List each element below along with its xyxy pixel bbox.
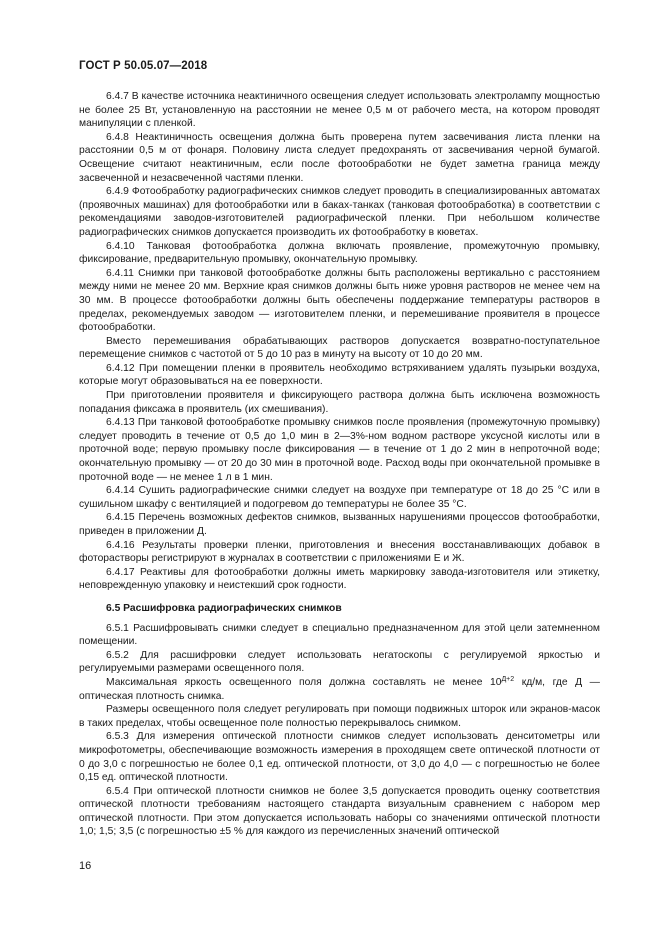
document-body bbox=[79, 90, 600, 839]
paragraph-6-4-13: 6.4.13 При танковой фотообработке промывку снимков после проявления (промежуточную промывку) следует проводить в течение от 0,5 до 1,0 мин в 2—3%-ном водном растворе уксусной кислоты или в проточной воде; первую промывку после фиксирования — в течение от 1 до 2 мин в непроточной воде; окончательную промывку — от 20 до 30 мин в проточной воде. Расход воды при окончательной промывке в проточной воде — не менее 1 л в 1 мин. bbox=[79, 417, 600, 483]
paragraph-6-4-14: 6.4.14 Сушить радиографические снимки следует на воздухе при температуре от 18 до 25 °С или в сушильном шкафу с вентиляцией и подогревом до температуры не более 35 °С. bbox=[79, 485, 600, 510]
brightness-text-end: кд/м, где Д — оптическая плотность снимка. bbox=[79, 676, 600, 702]
paragraph-6-4-7: 6.4.7 В качестве источника неактиничного освещения следует использовать электролампу мощностью не более 25 Вт, установленную на расстоянии не менее 0,5 м от рабочего места, на котором проводят манипуляции с пленкой. bbox=[79, 91, 600, 130]
paragraph-brightness bbox=[79, 676, 600, 703]
brightness-text: Максимальная яркость освещенного поля должна составлять не менее 10 bbox=[106, 676, 502, 688]
section-heading-6-5: 6.5 Расшифровка радиографических снимков bbox=[106, 602, 342, 614]
paragraph-6-4-15: 6.4.15 Перечень возможных дефектов снимков, вызванных нарушениями процессов фотообработки, приведен в приложении Д. bbox=[79, 512, 600, 537]
paragraph-6-4-11-mixing: Вместо перемешивания обрабатывающих растворов допускается возвратно-поступательное перемещение снимков с частотой от 5 до 10 раз в минуту на высоту от 10 до 20 мм. bbox=[79, 335, 600, 361]
paragraph-6-4-10: 6.4.10 Танковая фотообработка должна включать проявление, промежуточную промывку, фиксирование, предварительную промывку, окончательную промывку. bbox=[79, 240, 600, 266]
paragraph-6-5-1: 6.5.1 Расшифровывать снимки следует в специально предназначенном для этой цели затемненном помещении. bbox=[79, 622, 600, 648]
brightness-exponent: Д+2 bbox=[501, 675, 515, 683]
document-header: ГОСТ Р 50.05.07—2018 bbox=[79, 60, 208, 72]
paragraph-6-4-17: 6.4.17 Реактивы для фотообработки должны иметь маркировку завода-изготовителя или этикетку, неповрежденную упаковку и неистекший срок годности. bbox=[79, 566, 600, 592]
page-number: 16 bbox=[79, 860, 92, 872]
paragraph-6-4-12: 6.4.12 При помещении пленки в проявитель необходимо встряхиванием удалять пузырьки воздуха, которые могут образовываться на ее поверхности. bbox=[79, 362, 600, 388]
paragraph-6-4-8: 6.4.8 Неактиничность освещения должна быть проверена путем засвечивания листа пленки на расстоянии 0,5 м от фонаря. Половину листа следует предохранять от засвечивания черной бумагой. Освещение считают неактиничным, если после фотообработки не будет заметна граница между засвеченной и незасвеченной частями пленки. bbox=[79, 131, 600, 184]
paragraph-6-5-2: 6.5.2 Для расшифровки следует использовать негатоскопы с регулируемой яркостью и регулируемыми размерами освещенного поля. bbox=[79, 649, 600, 675]
paragraph-6-5-4: 6.5.4 При оптической плотности снимков не более 3,5 допускается проводить оценку соответствия оптической плотности требованиям настоящего стандарта визуальным сравнением с набором мер оптической плотности. При этом допускается использовать наборы со значениями оптической плотности 1,0; 1,5; 3,5 (с погрешностью ±5 % для каждого из перечисленных значений оптической bbox=[79, 785, 600, 838]
paragraph-6-4-12-fixer: При приготовлении проявителя и фиксирующего раствора должна быть исключена возможность попадания фиксажа в проявитель (их смешивания). bbox=[79, 390, 600, 415]
paragraph-6-4-11: 6.4.11 Снимки при танковой фотообработке должны быть расположены вертикально с расстоянием между ними не менее 20 мм. Верхние края снимков должны быть ниже уровня растворов не менее чем на 30 мм. В процессе фотообработки должны быть обеспечены поддержание температуры растворов в пределах, рекомендуемых заводом — изготовителем пленки, и перемешивание проявителя в процессе фотообработки. bbox=[79, 267, 600, 334]
paragraph-field-size: Размеры освещенного поля следует регулировать при помощи подвижных шторок или экранов-масок в таких пределах, чтобы освещенное поле полностью перекрывалось снимком. bbox=[79, 704, 600, 729]
paragraph-6-5-3: 6.5.3 Для измерения оптической плотности снимков следует использовать денситометры или микрофотометры, обеспечивающие возможность измерения в проходящем свете оптической плотности от 0 до 3,0 с погрешностью не более 0,1 ед. оптической плотности, от 3,0 до 4,0 — с погрешностью не более 0,15 ед. оптической плотности. bbox=[79, 731, 600, 784]
paragraph-6-4-16: 6.4.16 Результаты проверки пленки, приготовления и внесения восстанавливающих добавок в фоторастворы регистрируют в журналах в соответствии с приложениями Е и Ж. bbox=[79, 539, 600, 565]
paragraph-6-4-9: 6.4.9 Фотообработку радиографических снимков следует проводить в специализированных автоматах (проявочных машинах) для фотообработки или в баках-танках (танковая фотообработка) в соответствии с рекомендациями заводов-изготовителей радиографической пленки. При небольшом количестве радиографических снимков допускается производить их фотообработку в кюветах. bbox=[79, 186, 600, 238]
